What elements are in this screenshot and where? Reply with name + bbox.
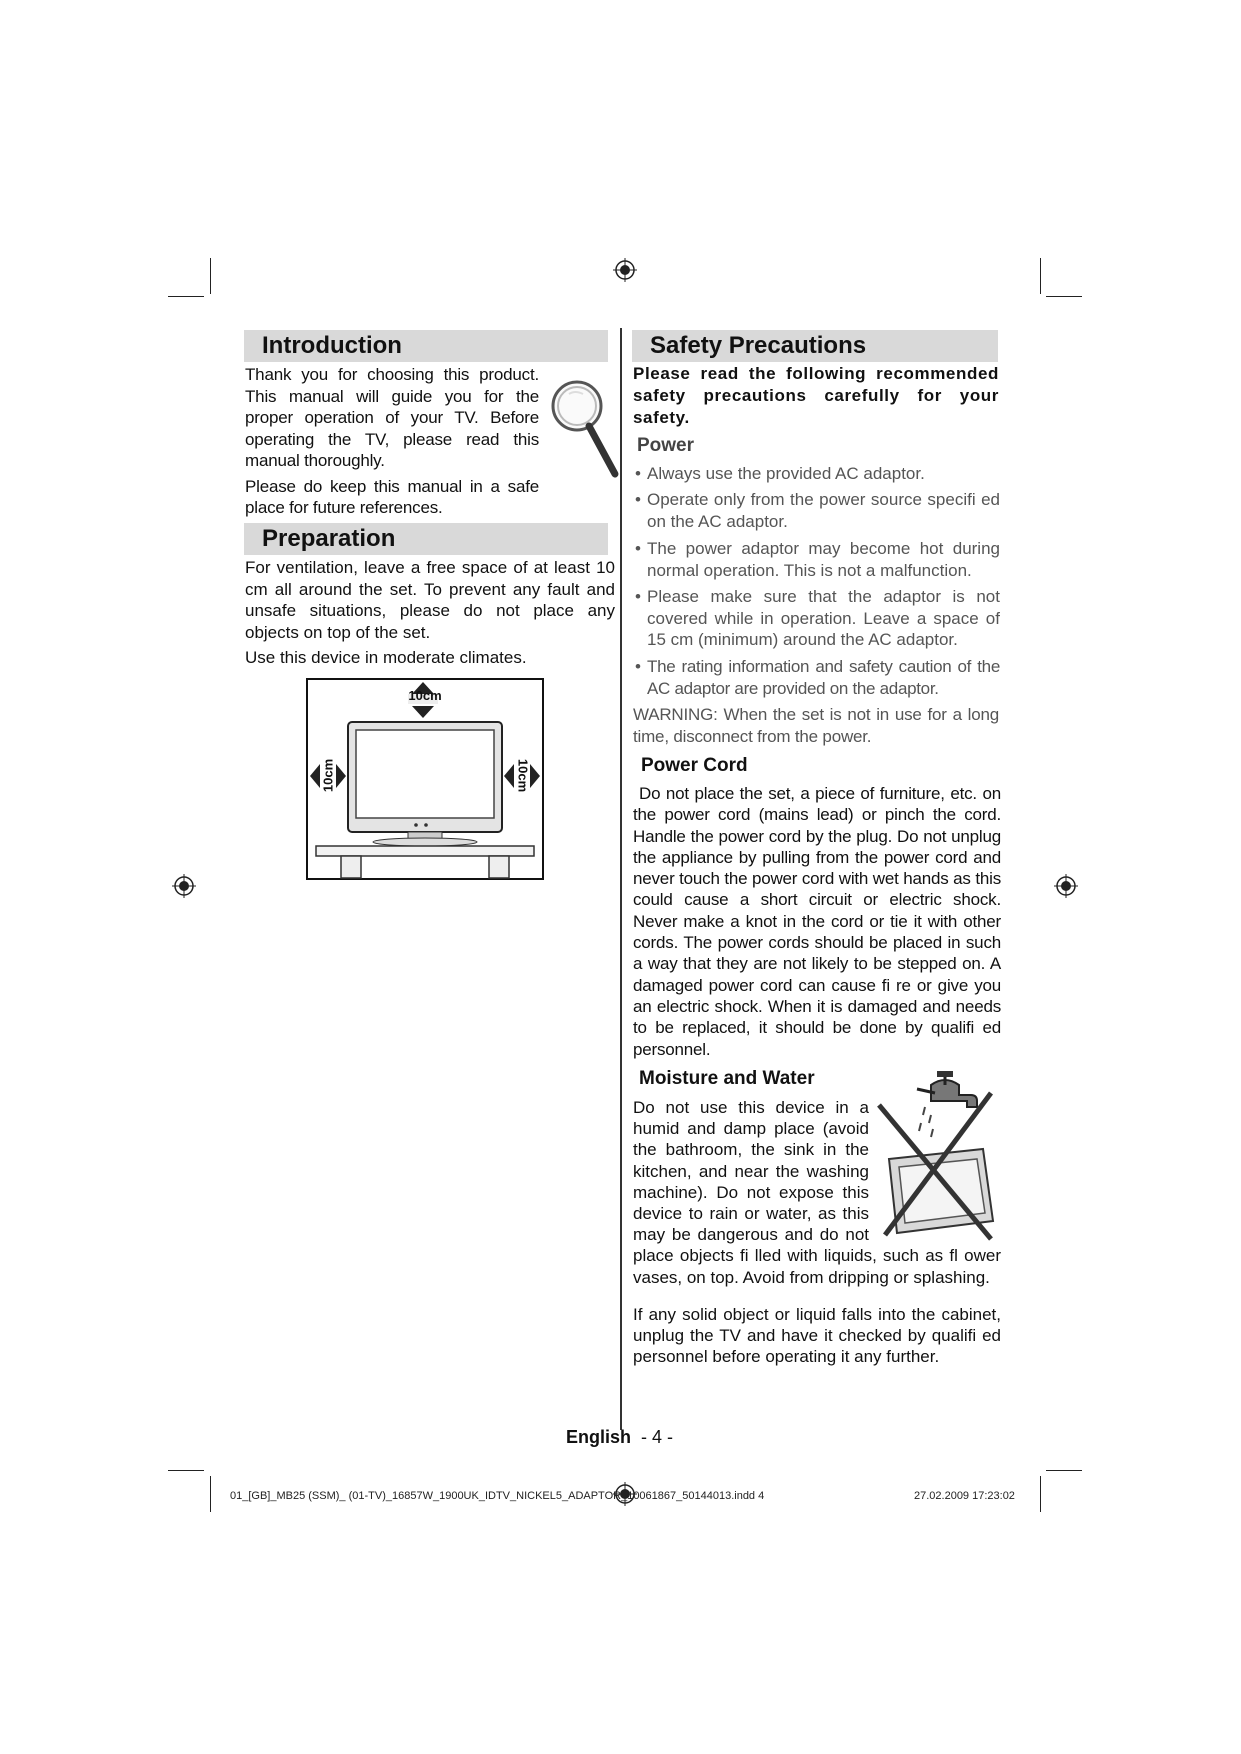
footer-page-number: - 4 - — [641, 1427, 674, 1447]
print-slug-date: 27.02.2009 17:23:02 — [914, 1490, 1015, 1502]
crop-mark — [210, 1476, 211, 1512]
moisture-paragraph-1: Do not use this device in a humid and damp place (avoid the bathroom, the sink in the kitchen, and near the washing machine). Do not expose this device to rain or water, as this may be dangerous and do not place objects fi lled with liquids, such as fl ower vases, on top. Avoid from dripping or splashing. — [633, 1098, 1001, 1287]
introduction-text — [245, 364, 615, 526]
registration-mark-icon — [613, 258, 637, 282]
power-bullet: • The power adaptor may become hot during normal operation. This is not a malfunction. — [635, 539, 1000, 580]
crop-mark — [1040, 258, 1041, 294]
registration-mark-icon — [1054, 874, 1078, 898]
moisture-text — [633, 1097, 1001, 1288]
tv-clearance-illustration — [306, 678, 544, 880]
preparation-paragraph-2: Use this device in moderate climates. — [245, 648, 527, 667]
clearance-left-label: 10cm — [320, 758, 336, 793]
crop-mark — [1046, 1470, 1082, 1471]
moisture-paragraph-2: If any solid object or liquid falls into the cabinet, unplug the TV and have it checked by qualifi ed personnel before operating it any further. — [633, 1305, 1001, 1367]
power-bullet: • Please make sure that the adaptor is not covered while in operation. Leave a space of 15 cm (minimum) around the AC adaptor. — [635, 587, 1000, 649]
safety-precautions-heading: Safety Precautions — [632, 330, 998, 362]
magnifying-glass-icon — [547, 376, 623, 526]
ventilation-diagram — [306, 678, 544, 880]
clearance-right-label: 10cm — [515, 758, 531, 793]
introduction-heading: Introduction — [244, 330, 608, 362]
power-heading: Power — [637, 435, 695, 456]
page-footer — [566, 1427, 673, 1448]
power-bullet: • Always use the provided AC adaptor. — [635, 464, 925, 483]
crop-mark — [168, 1470, 204, 1471]
power-cord-heading: Power Cord — [641, 755, 748, 776]
crop-mark — [210, 258, 211, 294]
print-slug-filename: 01_[GB]_MB25 (SSM)_ (01-TV)_16857W_1900UK_IDTV_NICKEL5_ADAPTOR_10061867_50144013.indd 4 — [230, 1490, 765, 1502]
moisture-heading: Moisture and Water — [639, 1068, 815, 1089]
crop-mark — [1046, 296, 1082, 297]
crop-mark — [168, 296, 204, 297]
clearance-top-label: 10cm — [408, 688, 442, 703]
footer-language: English — [566, 1427, 632, 1447]
power-bullet: • Operate only from the power source specifi ed on the AC adaptor. — [635, 490, 1000, 531]
preparation-paragraph-1: For ventilation, leave a free space of at least 10 cm all around the set. To prevent any fault and unsafe situations, please do not place any objects on top of the set. — [245, 558, 615, 642]
crop-mark — [1040, 1476, 1041, 1512]
power-warning: WARNING: When the set is not in use for a long time, disconnect from the power. — [633, 705, 999, 746]
power-cord-text: Do not place the set, a piece of furniture, etc. on the power cord (mains lead) or pinch the cord. Handle the power cord by the plug. Do not unplug the appliance by pulling from the power cord and never touch the power cord with wet hands as this could cause a short circuit or electric shock. Never make a knot in the cord or tie it with other cords. The power cords should be placed in such a way that they are not likely to be stepped on. A damaged power cord can cause fi re or give you an electric shock. When it is damaged and needs to be replaced, it should be done by qualifi ed personnel. — [633, 784, 1001, 1059]
introduction-paragraph-1: Thank you for choosing this product. This manual will guide you for the proper operation of your TV. Before operating the TV, please read this manual thoroughly. — [245, 365, 539, 470]
no-water-warning-icon — [875, 1071, 1007, 1243]
introduction-paragraph-2: Please do keep this manual in a safe place for future references. — [245, 476, 539, 517]
safety-intro: Please read the following recommended safety precautions carefully for your safety. — [633, 364, 999, 427]
power-bullet: • The rating information and safety caution of the AC adaptor are provided on the adaptor. — [635, 657, 1000, 698]
preparation-heading: Preparation — [244, 523, 608, 555]
registration-mark-icon — [172, 874, 196, 898]
